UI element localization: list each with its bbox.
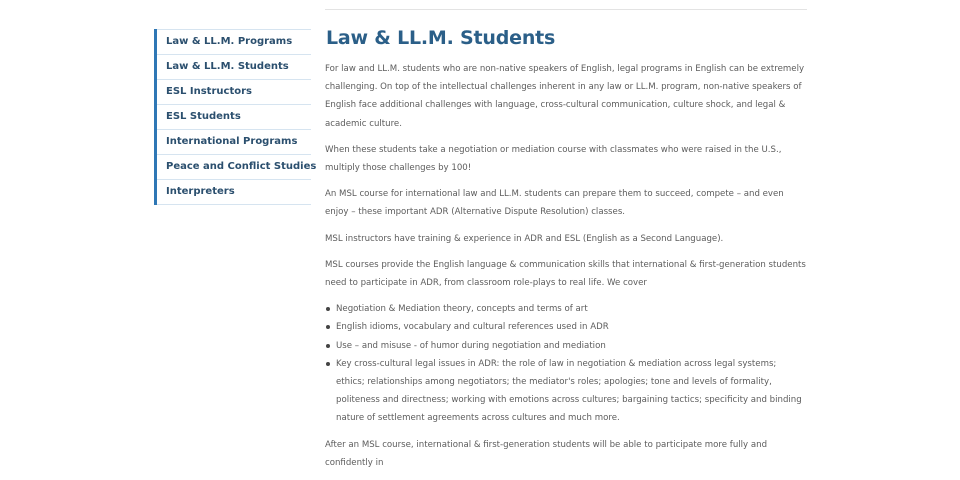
page-title: Law & LL.M. Students bbox=[326, 27, 556, 49]
list-item bbox=[336, 337, 807, 355]
list-item bbox=[336, 355, 807, 428]
sidebar-item-esl-students[interactable]: ESL Students bbox=[157, 105, 311, 130]
intro-paragraph: For law and LL.M. students who are non-native speakers of English, legal programs in English can be extremely challenging. On top of the intellectual challenges inherent in any law or LL.M. program, non-native speakers of English face additional challenges with language, cross-cultural communication, culture shock, and legal & academic culture. bbox=[325, 64, 805, 129]
list-item-text: Negotiation & Mediation theory, concepts and terms of art bbox=[336, 304, 588, 315]
bullet-icon bbox=[326, 325, 330, 329]
sidebar-nav bbox=[154, 29, 317, 205]
closing-paragraph: After an MSL course, international & first-generation students will be able to participate more fully and confidently in bbox=[325, 439, 768, 468]
sidebar-item-esl-instructors[interactable]: ESL Instructors bbox=[157, 80, 311, 105]
article-body bbox=[325, 60, 807, 480]
instructors-paragraph: MSL instructors have training & experience in ADR and ESL (English as a Second Language). bbox=[325, 233, 724, 244]
coverage-list bbox=[325, 300, 807, 427]
sidebar-item-law-llm-students[interactable]: Law & LL.M. Students bbox=[157, 55, 311, 80]
bullet-icon bbox=[326, 344, 330, 348]
bullet-icon bbox=[326, 307, 330, 311]
sidebar-item-interpreters[interactable]: Interpreters bbox=[157, 180, 311, 205]
list-item-text: Key cross-cultural legal issues in ADR: the role of law in negotiation & mediation across legal systems; ethics; relationships among negotiators; the mediator's roles; apologies; tone and levels of formality, politeness and directness; working with emotions across cultures; bargaining tactics; specificity and binding nature of settlement agreements across cultures and much more. bbox=[336, 358, 802, 424]
list-item bbox=[336, 300, 807, 318]
coverage-paragraph: MSL courses provide the English language & communication skills that international & first-generation students need to participate in ADR, from classroom role-plays to real life. We cover bbox=[325, 259, 806, 289]
bullet-icon bbox=[326, 362, 330, 366]
list-item-text: Use – and misuse - of humor during negotiation and mediation bbox=[336, 340, 606, 351]
top-divider bbox=[325, 9, 807, 10]
list-item bbox=[336, 318, 807, 336]
challenge-paragraph: When these students take a negotiation or mediation course with classmates who were raised in the U.S., multiply those challenges by 100! bbox=[325, 144, 782, 174]
sidebar-item-international-programs[interactable]: International Programs bbox=[157, 130, 311, 155]
sidebar-item-peace-conflict-studies[interactable]: Peace and Conflict Studies bbox=[157, 155, 311, 180]
course-paragraph: An MSL course for international law and LL.M. students can prepare them to succeed, compete – and even enjoy – these important ADR (Alternative Dispute Resolution) classes. bbox=[325, 189, 784, 218]
list-item-text: English idioms, vocabulary and cultural references used in ADR bbox=[336, 322, 609, 333]
sidebar-item-law-llm-programs[interactable]: Law & LL.M. Programs bbox=[157, 29, 311, 55]
